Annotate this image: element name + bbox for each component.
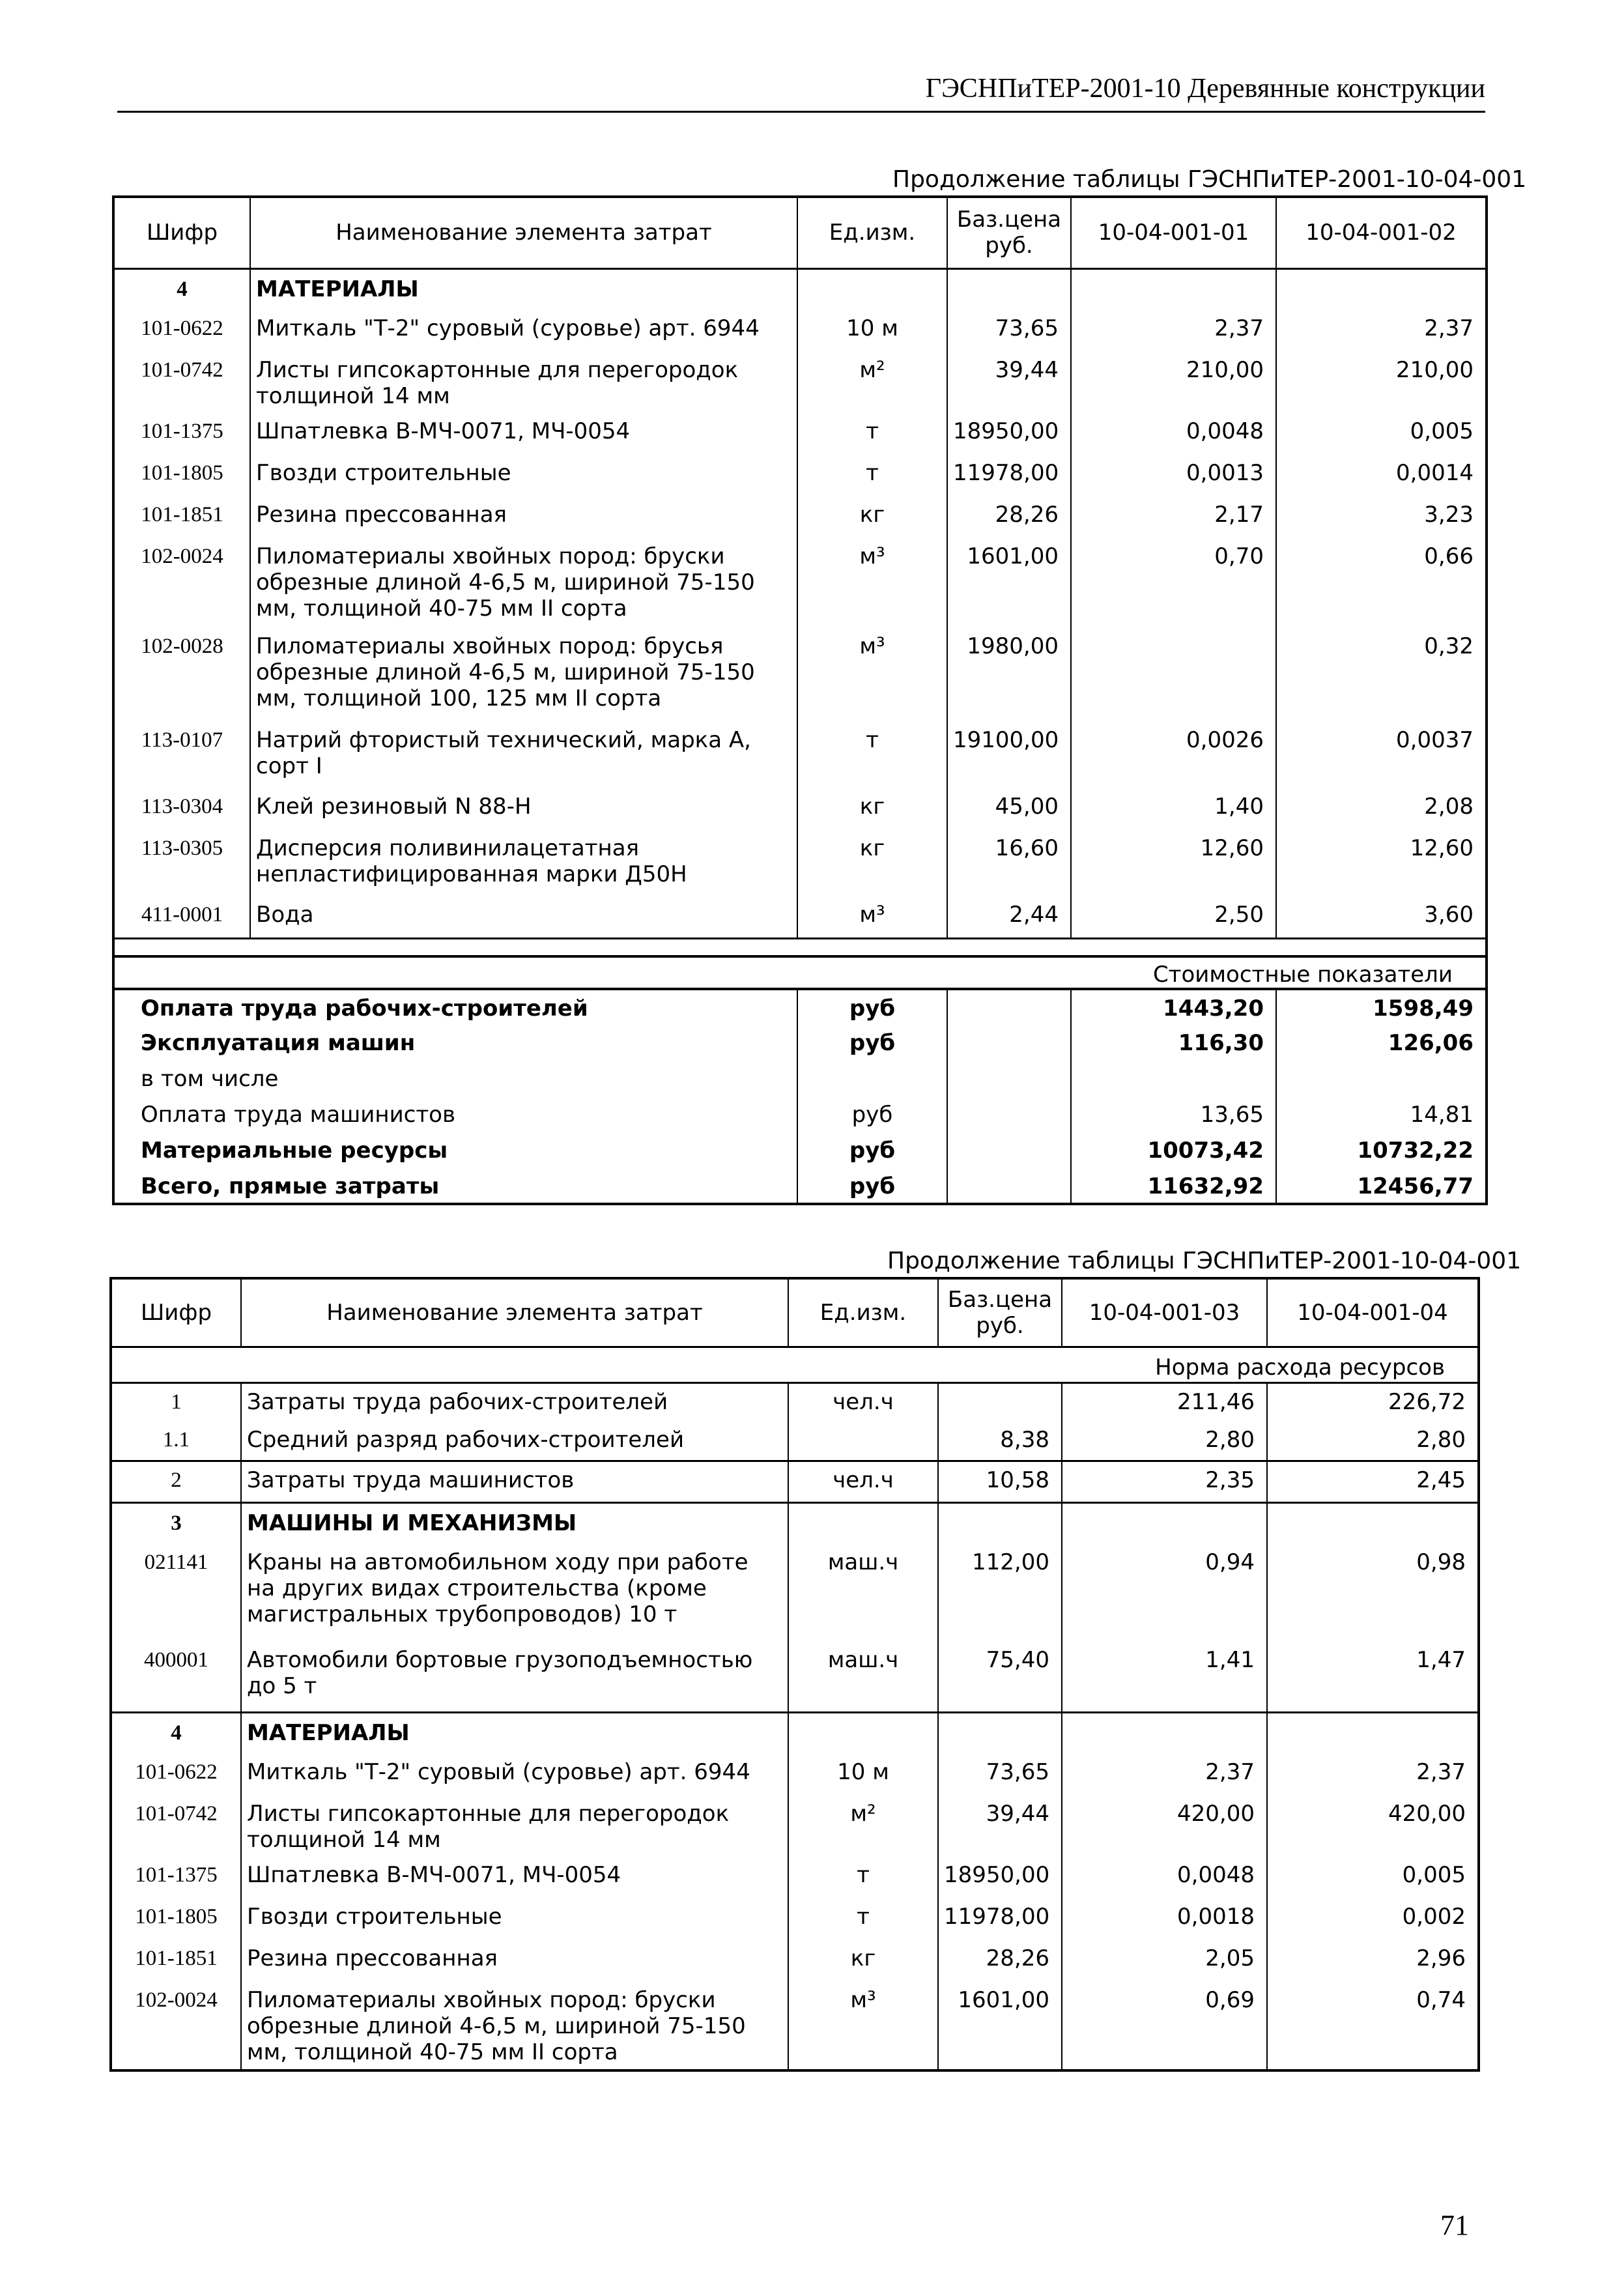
empty-cell: [947, 1096, 1071, 1132]
cell-price: 2,44: [947, 896, 1071, 938]
cell-price: 1980,00: [947, 628, 1071, 722]
stat-unit: руб: [797, 989, 947, 1025]
cell-code: 102-0024: [111, 1982, 241, 2070]
cell-code: 101-1851: [113, 496, 250, 538]
table1-continuation-title: Продолжение таблицы ГЭСНПиТЕР-2001-10-04-001: [892, 166, 1527, 193]
material-row: [113, 788, 1487, 830]
cell-unit: м²: [797, 352, 947, 413]
cell-value-2: 0,005: [1267, 1857, 1479, 1898]
stat-name: Эксплуатация машин: [113, 1025, 797, 1061]
col-header-price: Баз.цена руб.: [947, 197, 1071, 268]
cell-value-1: 2,05: [1062, 1940, 1267, 1982]
cell-value-1: 1,41: [1062, 1642, 1267, 1712]
cell-code: 101-1851: [111, 1940, 241, 1982]
table1: [112, 195, 1488, 1205]
material-row: [113, 352, 1487, 413]
cell-value-2: 0,66: [1276, 538, 1487, 628]
cell-value-1: 0,0048: [1071, 413, 1276, 455]
cell-code: 101-0742: [111, 1796, 241, 1857]
stat-unit: руб: [797, 1132, 947, 1168]
table2-header-row: [111, 1278, 1479, 1347]
cell-unit: м³: [797, 628, 947, 722]
cell-price: 1601,00: [938, 1982, 1062, 2070]
cell-code: 102-0028: [113, 628, 250, 722]
stat-value-2: 1598,49: [1276, 989, 1487, 1025]
cell-value-2: 2,37: [1276, 310, 1487, 352]
cell-price: 11978,00: [938, 1898, 1062, 1940]
col-header-norm-4: 10-04-001-04: [1267, 1278, 1479, 1347]
empty-cell: [1267, 1502, 1479, 1544]
material-row: [113, 896, 1487, 938]
stat-value-1: 10073,42: [1071, 1132, 1276, 1168]
stat-row: [113, 1132, 1487, 1168]
cell-unit: м³: [788, 1982, 938, 2070]
cell-unit: чел.ч: [788, 1461, 938, 1502]
cell-code: 101-1805: [111, 1898, 241, 1940]
machine-row: [111, 1544, 1479, 1642]
stat-value-2: 10732,22: [1276, 1132, 1487, 1168]
stat-value-2: [1276, 1061, 1487, 1096]
cell-value-1: 0,70: [1071, 538, 1276, 628]
cell-unit: т: [797, 455, 947, 496]
cell-value-2: 0,002: [1267, 1898, 1479, 1940]
col-header-unit: Ед.изм.: [797, 197, 947, 268]
stats-title-row: [113, 956, 1487, 989]
stat-name: Всего, прямые затраты: [113, 1168, 797, 1204]
cell-code: 101-1805: [113, 455, 250, 496]
cell-unit: маш.ч: [788, 1544, 938, 1642]
table1-stats: [113, 938, 1487, 1204]
cell-value-1: 1,40: [1071, 788, 1276, 830]
spacer-cell: [113, 938, 1487, 956]
cell-price: 73,65: [938, 1754, 1062, 1796]
cell-code: 101-1375: [113, 413, 250, 455]
material-row: [111, 1754, 1479, 1796]
material-row: [113, 628, 1487, 722]
material-row: [111, 1898, 1479, 1940]
section-row: [111, 1712, 1479, 1754]
machine-row: [111, 1642, 1479, 1712]
stat-value-1: 11632,92: [1071, 1168, 1276, 1204]
cell-unit: кг: [797, 496, 947, 538]
cell-code: 411-0001: [113, 896, 250, 938]
cell-name: Затраты труда рабочих-строителей: [241, 1382, 788, 1422]
cell-unit: маш.ч: [788, 1642, 938, 1712]
cell-code: 101-0742: [113, 352, 250, 413]
cell-value-1: 12,60: [1071, 830, 1276, 896]
cell-price: 75,40: [938, 1642, 1062, 1712]
stat-value-2: 14,81: [1276, 1096, 1487, 1132]
cell-price: 1601,00: [947, 538, 1071, 628]
stats-title: Стоимостные показатели: [113, 956, 1487, 989]
cell-code: 102-0024: [113, 538, 250, 628]
cell-price: 8,38: [938, 1422, 1062, 1461]
cell-value-2: 0,005: [1276, 413, 1487, 455]
cell-name: Гвозди строительные: [241, 1898, 788, 1940]
cell-price: 28,26: [947, 496, 1071, 538]
material-row: [113, 496, 1487, 538]
cell-name: Гвозди строительные: [250, 455, 797, 496]
col-header-norm-3: 10-04-001-03: [1062, 1278, 1267, 1347]
material-row: [113, 538, 1487, 628]
cell-unit: [788, 1422, 938, 1461]
cell-price: 112,00: [938, 1544, 1062, 1642]
cell-name: Пиломатериалы хвойных пород: бруски обрезные длиной 4-6,5 м, шириной 75-150 мм, толщиной 40-75 мм II сорта: [250, 538, 797, 628]
stat-row: [113, 1096, 1487, 1132]
empty-cell: [947, 1168, 1071, 1204]
cell-name: Натрий фтористый технический, марка А, сорт I: [250, 722, 797, 788]
col-header-price: Баз.цена руб.: [938, 1278, 1062, 1347]
cell-code: 101-0622: [113, 310, 250, 352]
cell-value-1: 0,0026: [1071, 722, 1276, 788]
stat-name: Оплата труда рабочих-строителей: [113, 989, 797, 1025]
cell-value-2: 0,0014: [1276, 455, 1487, 496]
cell-unit: т: [788, 1857, 938, 1898]
cell-value-2: 0,32: [1276, 628, 1487, 722]
stat-row: [113, 1168, 1487, 1204]
cell-name: Шпатлевка В-МЧ-0071, МЧ-0054: [250, 413, 797, 455]
cell-value-2: 2,80: [1267, 1422, 1479, 1461]
cell-value-1: 0,69: [1062, 1982, 1267, 2070]
cell-unit: м²: [788, 1796, 938, 1857]
empty-cell: [947, 1132, 1071, 1168]
stat-row: [113, 1025, 1487, 1061]
cell-name: Пиломатериалы хвойных пород: бруски обрезные длиной 4-6,5 м, шириной 75-150 мм, толщиной 40-75 мм II сорта: [241, 1982, 788, 2070]
stat-value-2: 126,06: [1276, 1025, 1487, 1061]
cell-value-1: 2,80: [1062, 1422, 1267, 1461]
cell-unit: 10 м: [788, 1754, 938, 1796]
stat-row: [113, 1061, 1487, 1096]
cell-value-2: 226,72: [1267, 1382, 1479, 1422]
cell-value-2: 420,00: [1267, 1796, 1479, 1857]
cell-unit: м³: [797, 538, 947, 628]
cell-value-1: [1071, 628, 1276, 722]
stat-value-1: 13,65: [1071, 1096, 1276, 1132]
cell-unit: т: [797, 413, 947, 455]
cell-code: 1: [111, 1382, 241, 1422]
cell-price: 73,65: [947, 310, 1071, 352]
cell-name: Шпатлевка В-МЧ-0071, МЧ-0054: [241, 1857, 788, 1898]
cell-name: Листы гипсокартонные для перегородок толщиной 14 мм: [241, 1796, 788, 1857]
cell-code: 1.1: [111, 1422, 241, 1461]
table2-continuation-title: Продолжение таблицы ГЭСНПиТЕР-2001-10-04-001: [887, 1248, 1522, 1274]
cell-value-1: 0,0048: [1062, 1857, 1267, 1898]
empty-cell: [788, 1712, 938, 1754]
section-row: [113, 268, 1487, 310]
col-header-code: Шифр: [113, 197, 250, 268]
material-row: [113, 455, 1487, 496]
labor-row: [111, 1461, 1479, 1502]
stat-row: [113, 989, 1487, 1025]
empty-cell: [947, 989, 1071, 1025]
cell-unit: м³: [797, 896, 947, 938]
section-number: 4: [113, 268, 250, 310]
cell-price: 18950,00: [947, 413, 1071, 455]
cell-value-1: 0,94: [1062, 1544, 1267, 1642]
cell-unit: кг: [788, 1940, 938, 1982]
cell-price: 39,44: [947, 352, 1071, 413]
stat-value-1: 1443,20: [1071, 989, 1276, 1025]
cell-value-2: 210,00: [1276, 352, 1487, 413]
labor-row: [111, 1382, 1479, 1422]
cell-name: Средний разряд рабочих-строителей: [241, 1422, 788, 1461]
table1-body: [113, 268, 1487, 938]
stat-unit: руб: [797, 1168, 947, 1204]
cell-value-2: 1,47: [1267, 1642, 1479, 1712]
cell-price: [938, 1382, 1062, 1422]
cell-code: 101-0622: [111, 1754, 241, 1796]
material-row: [111, 1940, 1479, 1982]
cell-code: 113-0305: [113, 830, 250, 896]
cell-unit: кг: [797, 830, 947, 896]
cell-value-1: 0,0013: [1071, 455, 1276, 496]
cell-value-1: 2,17: [1071, 496, 1276, 538]
stat-unit: руб: [797, 1025, 947, 1061]
stat-unit: руб: [797, 1096, 947, 1132]
page-number: 71: [1440, 2209, 1469, 2241]
material-row: [113, 722, 1487, 788]
cell-name: Листы гипсокартонные для перегородок толщиной 14 мм: [250, 352, 797, 413]
section-row: [111, 1502, 1479, 1544]
cell-value-1: 2,50: [1071, 896, 1276, 938]
cell-value-2: 3,23: [1276, 496, 1487, 538]
cell-value-2: 3,60: [1276, 896, 1487, 938]
section-title: МАТЕРИАЛЫ: [250, 268, 797, 310]
col-header-name: Наименование элемента затрат: [250, 197, 797, 268]
cell-name: Вода: [250, 896, 797, 938]
empty-cell: [938, 1712, 1062, 1754]
cell-value-2: 0,74: [1267, 1982, 1479, 2070]
cell-name: Краны на автомобильном ходу при работе на других видах строительства (кроме магистральных трубопроводов) 10 т: [241, 1544, 788, 1642]
empty-cell: [947, 1061, 1071, 1096]
cell-code: 400001: [111, 1642, 241, 1712]
material-row: [111, 1982, 1479, 2070]
cell-value-2: 2,37: [1267, 1754, 1479, 1796]
labor-row: [111, 1422, 1479, 1461]
empty-cell: [1267, 1712, 1479, 1754]
table1-header-row: [113, 197, 1487, 268]
stat-unit: [797, 1061, 947, 1096]
empty-cell: [938, 1502, 1062, 1544]
cell-price: 16,60: [947, 830, 1071, 896]
material-row: [113, 830, 1487, 896]
col-header-unit: Ед.изм.: [788, 1278, 938, 1347]
material-row: [111, 1796, 1479, 1857]
material-row: [113, 310, 1487, 352]
cell-name: Клей резиновый N 88-Н: [250, 788, 797, 830]
cell-name: Миткаль "Т-2" суровый (суровье) арт. 6944: [250, 310, 797, 352]
cell-unit: т: [797, 722, 947, 788]
cell-unit: чел.ч: [788, 1382, 938, 1422]
stat-name: Оплата труда машинистов: [113, 1096, 797, 1132]
page-header: [117, 65, 1485, 113]
cell-value-2: 0,98: [1267, 1544, 1479, 1642]
table2-body: [111, 1347, 1479, 2070]
cell-name: Пиломатериалы хвойных пород: брусья обрезные длиной 4-6,5 м, шириной 75-150 мм, толщиной 100, 125 мм II сорта: [250, 628, 797, 722]
cell-value-1: 211,46: [1062, 1382, 1267, 1422]
cell-name: Автомобили бортовые грузоподъемностью до 5 т: [241, 1642, 788, 1712]
section-title: МАШИНЫ И МЕХАНИЗМЫ: [241, 1502, 788, 1544]
cell-unit: кг: [797, 788, 947, 830]
cell-value-1: 420,00: [1062, 1796, 1267, 1857]
material-row: [111, 1857, 1479, 1898]
cell-value-2: 2,08: [1276, 788, 1487, 830]
section-title: МАТЕРИАЛЫ: [241, 1712, 788, 1754]
cell-price: 10,58: [938, 1461, 1062, 1502]
cell-value-1: 2,37: [1062, 1754, 1267, 1796]
spacer-row: [113, 938, 1487, 956]
cell-value-2: 2,96: [1267, 1940, 1479, 1982]
cell-price: 19100,00: [947, 722, 1071, 788]
cell-price: 39,44: [938, 1796, 1062, 1857]
empty-cell: [788, 1502, 938, 1544]
cell-value-2: 0,0037: [1276, 722, 1487, 788]
material-row: [113, 413, 1487, 455]
table2: [109, 1277, 1480, 2072]
cell-unit: 10 м: [797, 310, 947, 352]
page-header-title: ГЭСНПиТЕР-2001-10 Деревянные конструкции: [925, 74, 1485, 104]
stat-value-1: 116,30: [1071, 1025, 1276, 1061]
norm-title: Норма расхода ресурсов: [111, 1347, 1479, 1382]
cell-name: Затраты труда машинистов: [241, 1461, 788, 1502]
cell-value-1: 2,35: [1062, 1461, 1267, 1502]
cell-value-2: 2,45: [1267, 1461, 1479, 1502]
cell-price: 18950,00: [938, 1857, 1062, 1898]
cell-value-1: 210,00: [1071, 352, 1276, 413]
cell-code: 2: [111, 1461, 241, 1502]
col-header-norm-2: 10-04-001-02: [1276, 197, 1487, 268]
stat-name: Материальные ресурсы: [113, 1132, 797, 1168]
cell-name: Дисперсия поливинилацетатная непластифицированная марки Д50Н: [250, 830, 797, 896]
col-header-name: Наименование элемента затрат: [241, 1278, 788, 1347]
cell-name: Миткаль "Т-2" суровый (суровье) арт. 6944: [241, 1754, 788, 1796]
cell-value-2: 12,60: [1276, 830, 1487, 896]
empty-cell: [947, 1025, 1071, 1061]
cell-price: 45,00: [947, 788, 1071, 830]
empty-cell: [1062, 1712, 1267, 1754]
cell-price: 28,26: [938, 1940, 1062, 1982]
cell-name: Резина прессованная: [241, 1940, 788, 1982]
stat-name: в том числе: [113, 1061, 797, 1096]
cell-value-1: 0,0018: [1062, 1898, 1267, 1940]
cell-code: 113-0107: [113, 722, 250, 788]
section-number: 4: [111, 1712, 241, 1754]
cell-value-1: 2,37: [1071, 310, 1276, 352]
cell-code: 021141: [111, 1544, 241, 1642]
cell-unit: т: [788, 1898, 938, 1940]
cell-name: Резина прессованная: [250, 496, 797, 538]
empty-cell: [1062, 1502, 1267, 1544]
section-number: 3: [111, 1502, 241, 1544]
stat-value-1: [1071, 1061, 1276, 1096]
stat-value-2: 12456,77: [1276, 1168, 1487, 1204]
col-header-norm-1: 10-04-001-01: [1071, 197, 1276, 268]
cell-code: 101-1375: [111, 1857, 241, 1898]
norm-title-row: [111, 1347, 1479, 1382]
col-header-code: Шифр: [111, 1278, 241, 1347]
cell-code: 113-0304: [113, 788, 250, 830]
cell-price: 11978,00: [947, 455, 1071, 496]
